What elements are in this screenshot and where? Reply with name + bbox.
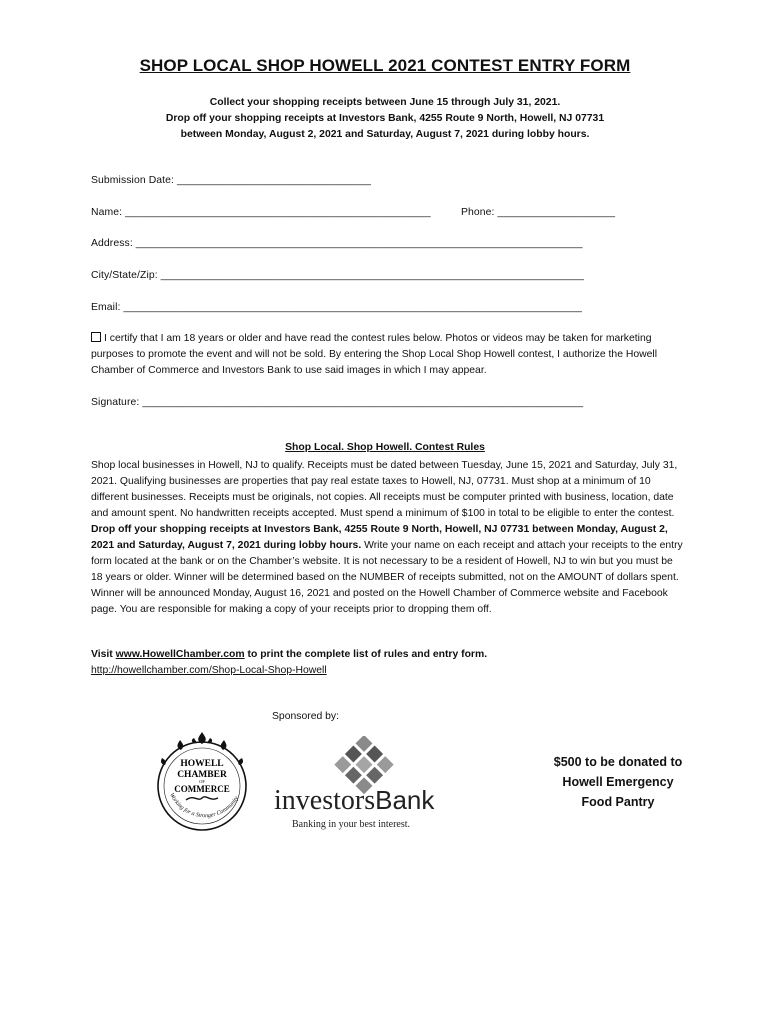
chamber-website-link[interactable]: www.HowellChamber.com	[115, 649, 245, 660]
chamber-logo-line1: HOWELL	[180, 759, 224, 769]
donation-line: Food Pantry	[581, 795, 655, 809]
submission-date-field[interactable]: Submission Date: _________________________________	[91, 175, 372, 186]
certify-statement	[91, 331, 681, 379]
name-field[interactable]: Name: ____________________________________________________	[91, 207, 431, 218]
form-title: SHOP LOCAL SHOP HOWELL 2021 CONTEST ENTRY FORM	[139, 56, 631, 75]
certify-checkbox[interactable]	[91, 332, 101, 342]
visit-suffix: to print the complete list of rules and entry form.	[244, 649, 488, 660]
rules-part-2: Write your name on each receipt and attach your receipts to the entry form located at the bank or on the Chamber’s website. It is not necessary to be a resident of Howell, NJ to win but you must be 18 years or older. Winner will be determined based on the NUMBER of receipts submitted, not on the AMOUNT of dollars spent. Winner will be announced Monday, August 16, 2021 and posted on the Howell Chamber of Commerce website and Facebook page. You are responsible for making a copy of your receipts prior to dropping them off.	[91, 540, 683, 615]
donation-note	[518, 752, 718, 812]
chamber-logo-line3: OF	[199, 779, 205, 784]
chamber-logo-line2: CHAMBER	[177, 770, 227, 780]
donation-line: $500 to be donated to	[553, 755, 683, 769]
visit-prefix: Visit	[91, 649, 116, 660]
intro-line: between Monday, August 2, 2021 and Saturday, August 7, 2021 during lobby hours.	[180, 129, 590, 140]
intro-line: Collect your shopping receipts between June 15 through July 31, 2021.	[209, 97, 561, 108]
investors-bank-logo	[272, 736, 452, 832]
chamber-ring-text: Working for a Stronger Community	[168, 792, 241, 820]
intro-line: Drop off your shopping receipts at Investors Bank, 4255 Route 9 North, Howell, NJ 07731	[165, 113, 605, 124]
rules-text	[91, 458, 683, 618]
investors-bank-name: investorsBank	[274, 785, 435, 816]
howell-chamber-logo	[150, 730, 254, 834]
rules-part-1: Shop local businesses in Howell, NJ to qualify. Receipts must be dated between Tuesday, June 15, 2021 and Saturday, July 31, 2021. Qualifying businesses are properties that pay real estate taxes to Howell, NJ, 07731. Must shop at a minimum of 10 different businesses. Receipts must be originals, not copies. All receipts must be computer printed with business, location, date and amount spent. No handwritten receipts accepted. Must spend a minimum of $100 in total to be eligible to enter the contest.	[91, 460, 678, 519]
visit-info	[91, 647, 487, 679]
intro-text	[0, 95, 770, 143]
donation-line: Howell Emergency	[562, 775, 674, 789]
sponsored-by-label: Sponsored by:	[272, 711, 340, 722]
rules-title: Shop Local. Shop Howell. Contest Rules	[285, 442, 485, 453]
email-field[interactable]: Email: ______________________________________________________________________________	[91, 302, 582, 313]
chamber-logo-line4: COMMERCE	[174, 784, 230, 794]
signature-field[interactable]: Signature: ___________________________________________________________________________	[91, 397, 584, 408]
rules-url-link[interactable]: http://howellchamber.com/Shop-Local-Shop-Howell	[91, 665, 327, 676]
city-state-zip-field[interactable]: City/State/Zip: ________________________________________________________________________	[91, 270, 585, 281]
address-field[interactable]: Address: ____________________________________________________________________________	[91, 238, 583, 249]
investors-bank-tagline: Banking in your best interest.	[292, 819, 411, 830]
certify-text: I certify that I am 18 years or older and have read the contest rules below. Photos or videos may be taken for marketing purposes to promote the event and will not be sold. By entering the Shop Local Shop Howell contest, I authorize the Howell Chamber of Commerce and Investors Bank to use said images in which I may appear.	[91, 333, 658, 376]
handshake-icon	[186, 797, 218, 800]
phone-field[interactable]: Phone: ____________________	[461, 207, 616, 218]
rules-dropoff-bold: Drop off your shopping receipts at Investors Bank, 4255 Route 9 North, Howell, NJ 07731 between Monday, August 2, 2021 and Saturday, August 7, 2021 during lobby hours.	[91, 524, 668, 551]
